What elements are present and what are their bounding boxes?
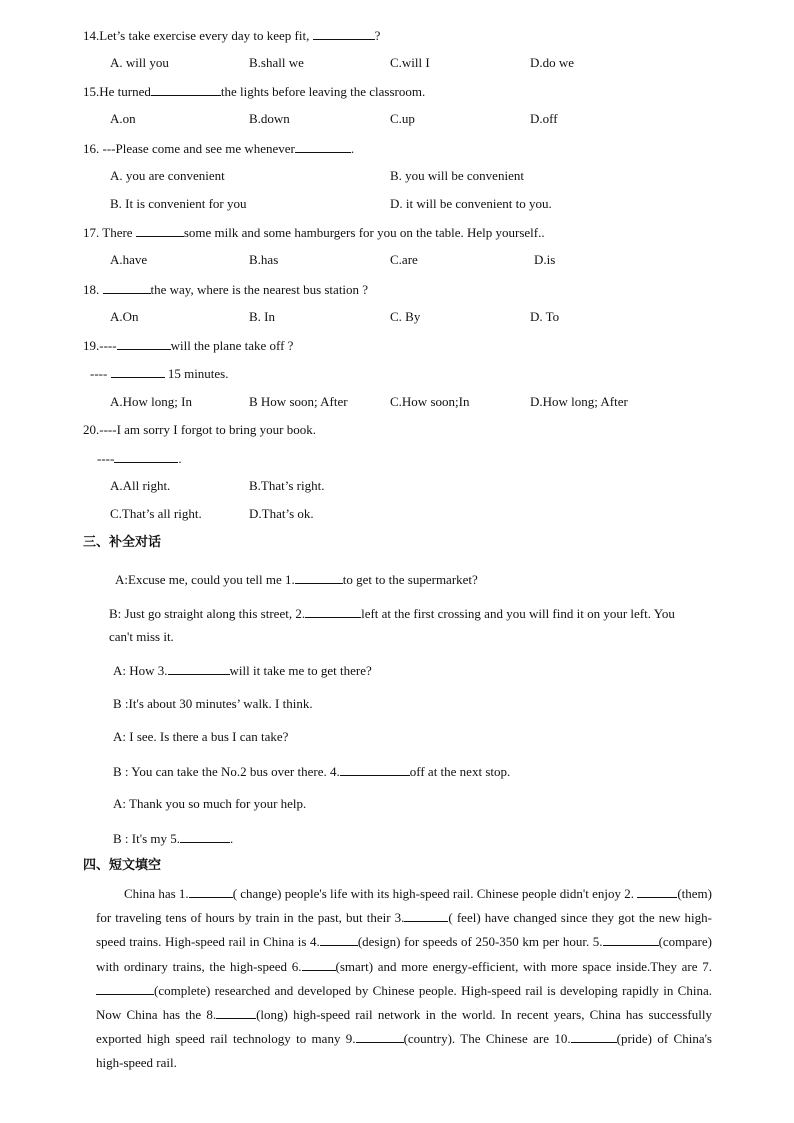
passage-text: (them) for traveling tens of hours by train in the past, but their 3. — [96, 886, 712, 926]
option-d[interactable]: D. To — [530, 309, 560, 324]
answer-blank[interactable] — [295, 571, 343, 584]
option-c[interactable]: C.will I — [390, 55, 430, 70]
passage-text: ( feel) have changed since they got the new high-speed trains. High-speed rail in China is 4. — [96, 910, 712, 950]
option-d[interactable]: D.That’s ok. — [249, 506, 314, 521]
question-text: will the plane take off ? — [170, 338, 294, 353]
answer-blank[interactable] — [571, 1030, 617, 1043]
question-19-reply — [90, 365, 229, 382]
question-text: the lights before leaving the classroom. — [220, 84, 426, 99]
option-b[interactable]: B.has — [249, 252, 279, 267]
question-19 — [83, 337, 293, 354]
option-b[interactable]: B. In — [249, 309, 275, 324]
dialogue-text: will it take me to get there? — [229, 663, 372, 678]
option-d[interactable]: D.is — [534, 252, 556, 267]
dialogue-line — [113, 830, 233, 847]
question-text: some milk and some hamburgers for you on the table. Help yourself.. — [183, 225, 545, 240]
option-a[interactable]: A. will you — [110, 55, 169, 70]
answer-blank[interactable] — [302, 958, 336, 971]
question-number: 20. — [83, 422, 100, 437]
answer-blank[interactable] — [295, 140, 351, 153]
dialogue-text: B: Just go straight along this street, 2. — [109, 606, 306, 621]
section-title: 四、短文填空 — [83, 858, 162, 873]
reply-text: ---- — [97, 451, 115, 466]
question-number: 19. — [83, 338, 100, 353]
answer-blank[interactable] — [216, 1006, 256, 1019]
question-text: the way, where is the nearest bus station ? — [150, 282, 369, 297]
question-20-reply — [97, 450, 182, 467]
answer-blank[interactable] — [637, 885, 677, 898]
dialogue-text: A: I see. Is there a bus I can take? — [113, 729, 289, 744]
question-14 — [83, 27, 380, 44]
passage-text: China has 1. — [124, 886, 189, 901]
answer-blank[interactable] — [111, 365, 165, 378]
question-20 — [83, 422, 316, 438]
passage-text: (compare) with ordinary trains, the high-speed 6. — [96, 934, 712, 974]
question-number: 14. — [83, 28, 100, 43]
passage-text: (smart) and more energy-efficient, with more space inside.They are 7. — [335, 958, 712, 974]
question-text: He turned — [99, 84, 151, 99]
question-text: There — [99, 225, 136, 240]
option-c[interactable]: C. By — [390, 309, 421, 324]
answer-blank[interactable] — [103, 281, 151, 294]
cloze-passage — [96, 882, 712, 1076]
dialogue-text: can't miss it. — [109, 629, 174, 644]
dialogue-line — [109, 605, 675, 622]
question-text: Let’s take exercise every day to keep fit, — [99, 28, 313, 43]
reply-text: . — [178, 451, 182, 466]
dialogue-text: A: Thank you so much for your help. — [113, 796, 307, 811]
option-d[interactable]: D.How long; After — [530, 394, 628, 409]
option-b[interactable]: B.shall we — [249, 55, 304, 70]
reply-text: ---- — [90, 366, 111, 381]
dialogue-text: B :It's about 30 minutes’ walk. I think. — [113, 696, 313, 711]
question-15 — [83, 83, 425, 100]
answer-blank[interactable] — [404, 909, 448, 922]
passage-text: (complete) researched and developed by Chinese people. High-speed rail is developing rapidly in China. Now China has the 8. — [96, 982, 712, 1023]
answer-blank[interactable] — [114, 450, 178, 463]
answer-blank[interactable] — [313, 27, 375, 40]
passage-text: (long) high-speed rail network in the world. In recent years, China has successfully exported high speed rail technology to many 9. — [96, 1007, 712, 1047]
option-c[interactable]: C.are — [390, 252, 418, 267]
question-text: . — [350, 141, 355, 156]
option-d[interactable]: D.do we — [530, 55, 575, 70]
option-c[interactable]: C.That’s all right. — [110, 506, 202, 521]
option-a[interactable]: A.All right. — [110, 478, 171, 493]
dialogue-line — [113, 662, 372, 679]
question-text: ---- — [99, 338, 117, 353]
option-a[interactable]: A.How long; In — [110, 394, 192, 409]
answer-blank[interactable] — [96, 982, 154, 995]
dialogue-text: A: How 3. — [113, 663, 168, 678]
option-b[interactable]: B. you will be convenient — [390, 168, 524, 183]
passage-text: (country). The Chinese are 10. — [403, 1031, 571, 1047]
dialogue-line — [109, 629, 174, 645]
question-number: 15. — [83, 84, 100, 99]
question-18 — [83, 281, 368, 298]
dialogue-text: to get to the supermarket? — [342, 572, 478, 587]
dialogue-line — [113, 796, 306, 812]
question-number: 18. — [83, 282, 100, 297]
option-c[interactable]: C.up — [390, 111, 415, 126]
option-d[interactable]: D.off — [530, 111, 558, 126]
option-a[interactable]: A.have — [110, 252, 148, 267]
reply-text: 15 minutes. — [164, 366, 229, 381]
answer-blank[interactable] — [189, 885, 233, 898]
option-a[interactable]: A. you are convenient — [110, 168, 225, 183]
answer-blank[interactable] — [340, 763, 410, 776]
option-b[interactable]: B.That’s right. — [249, 478, 325, 493]
answer-blank[interactable] — [117, 337, 171, 350]
passage-text: (design) for speeds of 250-350 km per hour. 5. — [357, 934, 603, 950]
answer-blank[interactable] — [151, 83, 221, 96]
dialogue-text: . — [230, 831, 234, 846]
dialogue-text: A:Excuse me, could you tell me 1. — [115, 572, 295, 587]
answer-blank[interactable] — [320, 933, 358, 946]
option-c[interactable]: C.How soon;In — [390, 394, 470, 409]
option-b[interactable]: B.down — [249, 111, 290, 126]
passage-text: ( change) people's life with its high-speed rail. Chinese people didn't enjoy 2. — [232, 886, 635, 901]
question-text: ---Please come and see me whenever — [99, 141, 295, 156]
question-text: ? — [374, 28, 381, 43]
question-text: ----I am sorry I forgot to bring your book. — [99, 422, 316, 437]
dialogue-text: left at the first crossing and you will find it on your left. You — [361, 606, 675, 621]
dialogue-text: B : You can take the No.2 bus over there. 4. — [113, 764, 340, 779]
dialogue-text: B : It's my 5. — [113, 831, 180, 846]
answer-blank[interactable] — [603, 933, 659, 946]
option-c[interactable]: B. It is convenient for you — [110, 196, 247, 211]
option-a[interactable]: A.on — [110, 111, 136, 126]
answer-blank[interactable] — [168, 662, 230, 675]
dialogue-line — [115, 571, 478, 588]
question-17 — [83, 224, 545, 241]
dialogue-line — [113, 696, 313, 712]
passage-text: (pride) of China's high-speed rail. — [96, 1031, 712, 1071]
answer-blank[interactable] — [136, 224, 184, 237]
option-d[interactable]: D. it will be convenient to you. — [390, 196, 552, 211]
answer-blank[interactable] — [305, 605, 361, 618]
section-title: 三、补全对话 — [83, 535, 162, 550]
answer-blank[interactable] — [356, 1030, 404, 1043]
question-number: 16. — [83, 141, 100, 156]
answer-blank[interactable] — [180, 830, 230, 843]
option-b[interactable]: B How soon; After — [249, 394, 348, 409]
dialogue-line — [113, 763, 510, 780]
question-number: 17. — [83, 225, 100, 240]
option-a[interactable]: A.On — [110, 309, 139, 324]
question-16 — [83, 140, 354, 157]
dialogue-line — [113, 729, 288, 745]
dialogue-text: off at the next stop. — [409, 764, 511, 779]
